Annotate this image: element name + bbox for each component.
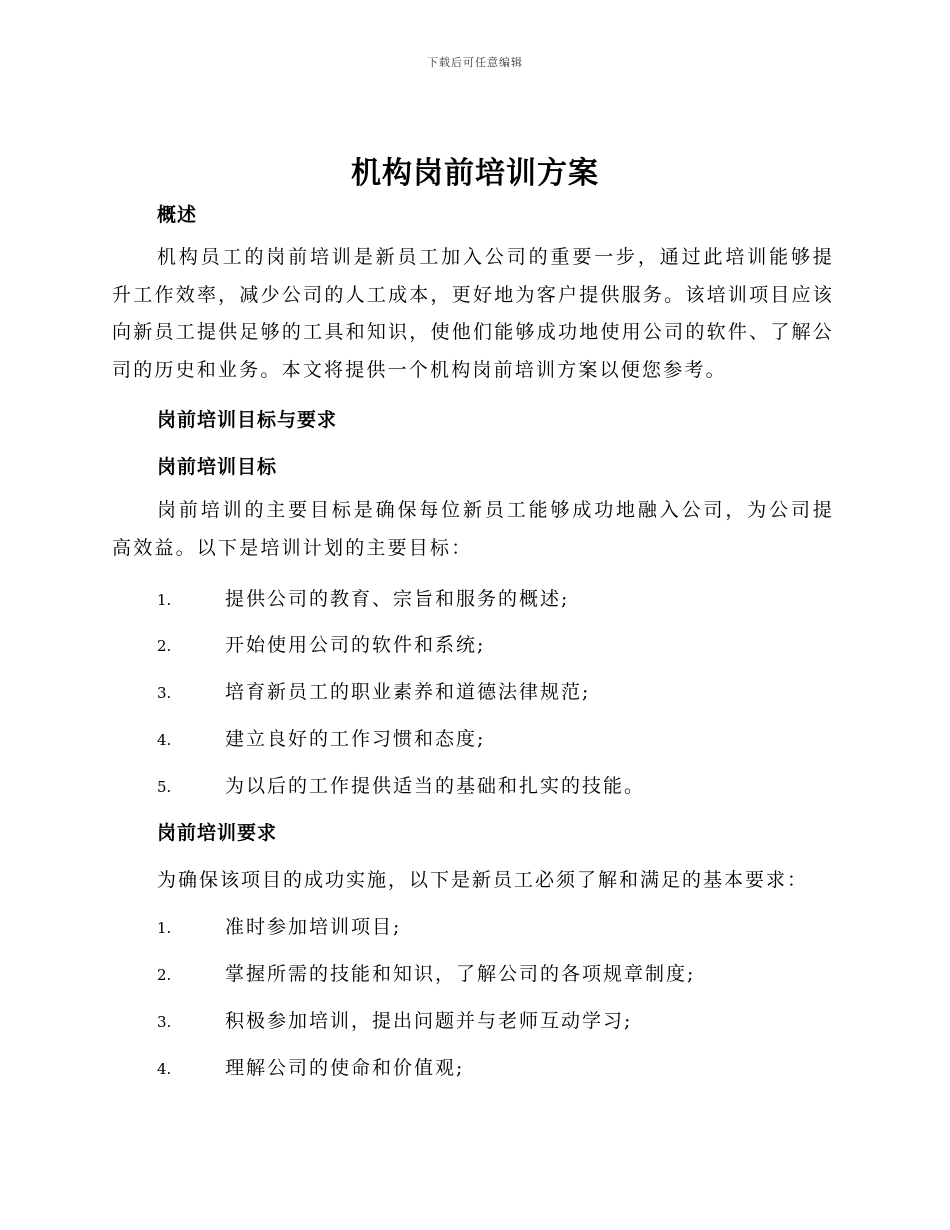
list-text: 建立良好的工作习惯和态度;	[225, 728, 486, 750]
list-text: 开始使用公司的软件和系统;	[225, 634, 486, 656]
list-number: 4.	[157, 731, 172, 749]
list-text: 培育新员工的职业素养和道德法律规范;	[225, 681, 591, 703]
goals-list-item	[157, 677, 837, 704]
requirements-list-item	[157, 912, 837, 939]
list-number: 3.	[157, 1013, 172, 1031]
requirements-heading: 岗前培训要求	[157, 822, 278, 844]
list-number: 3.	[157, 684, 172, 702]
goals-list-item	[157, 630, 837, 657]
goals-list-item	[157, 724, 837, 751]
document-title: 机构岗前培训方案	[351, 156, 599, 191]
goals-heading: 岗前培训目标	[157, 456, 278, 478]
goals-list-item	[157, 771, 837, 798]
overview-paragraph: 机构员工的岗前培训是新员工加入公司的重要一步，通过此培训能够提升工作效率，减少公司的人工成本，更好地为客户提供服务。该培训项目应该向新员工提供足够的工具和知识，使他们能够成功地使用公司的软件、了解公司的历史和业务。本文将提供一个机构岗前培训方案以便您参考。	[112, 246, 834, 381]
list-number: 1.	[157, 919, 172, 937]
requirements-list-item	[157, 1006, 837, 1033]
list-text: 理解公司的使命和价值观;	[225, 1057, 465, 1079]
list-number: 2.	[157, 637, 172, 655]
overview-heading: 概述	[157, 204, 198, 226]
list-text: 准时参加培训项目;	[225, 916, 402, 938]
list-number: 5.	[157, 778, 172, 796]
list-number: 2.	[157, 966, 172, 984]
list-text: 掌握所需的技能和知识，了解公司的各项规章制度;	[225, 963, 696, 985]
goals-list-item	[157, 584, 837, 611]
header-note: 下载后可任意编辑	[427, 56, 523, 69]
list-text: 提供公司的教育、宗旨和服务的概述;	[225, 588, 570, 610]
goals-requirements-heading: 岗前培训目标与要求	[157, 409, 338, 431]
list-text: 为以后的工作提供适当的基础和扎实的技能。	[225, 775, 646, 797]
requirements-list-item	[157, 1053, 837, 1080]
list-number: 4.	[157, 1060, 172, 1078]
requirements-intro: 为确保该项目的成功实施，以下是新员工必须了解和满足的基本要求：	[157, 869, 809, 891]
list-text: 积极参加培训，提出问题并与老师互动学习;	[225, 1010, 633, 1032]
list-number: 1.	[157, 591, 172, 609]
requirements-list-item	[157, 959, 837, 986]
goals-paragraph: 岗前培训的主要目标是确保每位新员工能够成功地融入公司，为公司提高效益。以下是培训计划的主要目标：	[112, 499, 834, 559]
